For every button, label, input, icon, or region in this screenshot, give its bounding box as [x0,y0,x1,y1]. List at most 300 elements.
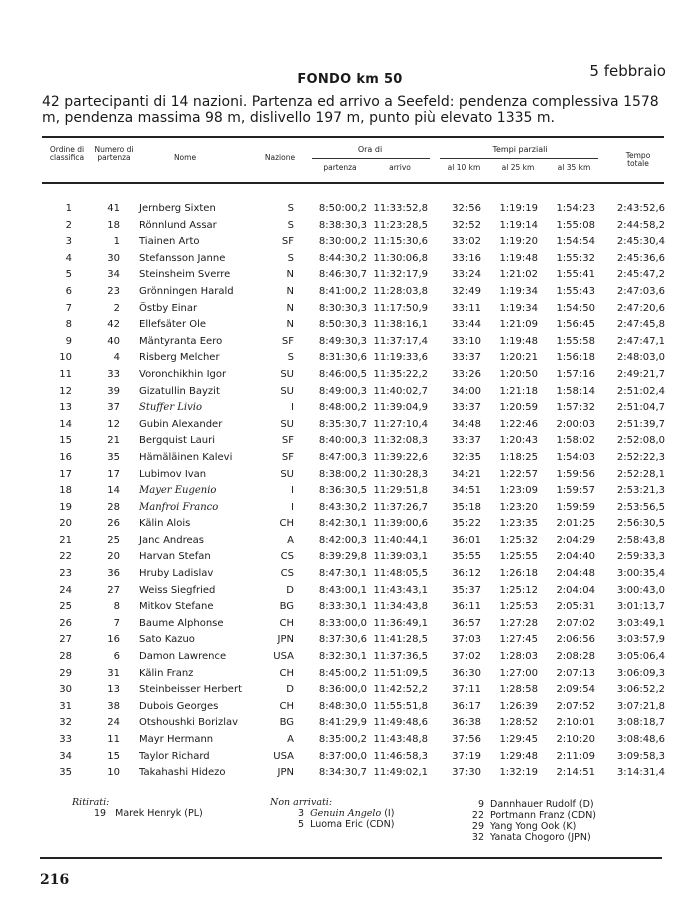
col-35km: al 35 km [557,163,591,172]
cell-finish-time: 11:48:05,5 [373,568,428,580]
cell-rank: 11 [59,368,72,380]
cell-name: Takahashi Hidezo [139,767,226,779]
cell-start-time: 8:46:00,5 [318,368,367,380]
cell-split-10km: 35:22 [452,518,481,530]
cell-start-time: 8:38:30,3 [318,219,367,231]
cell-split-35km: 1:54:50 [556,302,595,314]
page-title: FONDO km 50 [297,72,403,87]
cell-split-10km: 35:37 [452,584,481,596]
cell-nation: SF [281,451,294,463]
cell-split-25km: 1:19:14 [499,219,538,231]
cell-split-35km: 1:55:32 [556,252,595,264]
cell-split-10km: 33:16 [452,252,481,264]
table-row [0,484,700,501]
cell-total-time: 2:43:52,6 [616,203,665,214]
table-row [0,683,700,700]
cell-bib: 1 [113,236,120,248]
cell-start-time: 8:34:30,7 [318,767,367,779]
cell-finish-time: 11:17:50,9 [373,302,428,314]
cell-bib: 38 [107,700,120,712]
table-row [0,268,700,285]
col-numero: Numero di partenza [94,145,134,162]
col-nome: Nome [173,153,197,162]
cell-split-25km: 1:26:39 [499,700,538,712]
cell-name: Lubimov Ivan [139,468,207,480]
cell-finish-time: 11:49:02,1 [373,767,428,779]
cell-rank: 14 [59,418,72,430]
col-arrivo: arrivo [389,163,411,172]
cell-name: Steinsheim Sverre [139,269,231,281]
cell-nation: JPN [277,767,294,779]
cell-total-time: 2:47:45,8 [616,319,665,331]
cell-finish-time: 11:30:28,3 [373,468,428,480]
cell-split-10km: 33:10 [452,335,481,347]
cell-rank: 3 [65,236,72,248]
cell-split-25km: 1:19:34 [499,302,538,314]
cell-rank: 12 [59,385,72,397]
cell-start-time: 8:30:30,3 [318,302,367,314]
cell-start-time: 8:41:29,9 [318,717,367,729]
cell-bib: 36 [107,568,120,580]
cell-nation: A [287,534,294,546]
cell-finish-time: 11:42:52,2 [373,684,428,696]
cell-split-35km: 1:55:41 [556,269,595,281]
cell-split-25km: 1:26:18 [499,568,538,580]
cell-split-10km: 37:11 [452,684,481,696]
cell-split-10km: 37:03 [452,634,481,646]
col-25km: al 25 km [501,163,535,172]
na-text: Portmann Franz (CDN) [490,810,597,821]
cell-total-time: 2:51:04,7 [616,402,665,414]
cell-split-10km: 36:38 [452,717,481,729]
cell-start-time: 8:40:00,3 [318,435,367,447]
cell-finish-time: 11:28:03,8 [373,285,428,297]
cell-rank: 10 [59,352,72,364]
cell-start-time: 8:41:00,2 [318,285,367,297]
cell-nation: SU [280,368,294,380]
cell-split-10km: 36:12 [452,568,481,580]
cell-bib: 18 [107,219,120,231]
cell-name: Weiss Siegfried [139,584,216,596]
cell-total-time: 2:59:33,3 [616,551,665,563]
cell-split-10km: 37:02 [452,651,481,663]
cell-rank: 16 [59,451,72,463]
cell-bib: 13 [107,684,120,696]
cell-split-25km: 1:28:58 [499,684,538,696]
cell-split-35km: 2:00:03 [556,418,595,430]
cell-finish-time: 11:40:44,1 [373,534,428,546]
cell-nation: BG [279,717,294,729]
cell-total-time: 3:03:49,1 [616,617,665,629]
cell-finish-time: 11:40:02,7 [373,385,428,397]
date-label: 5 febbraio [589,62,666,80]
cell-bib: 39 [107,385,120,397]
cell-finish-time: 11:55:51,8 [373,700,428,712]
cell-split-10km: 33:24 [452,269,481,281]
cell-name: Jernberg Sixten [139,203,216,214]
cell-rank: 21 [59,534,72,546]
cell-start-time: 8:48:30,0 [318,700,367,712]
cell-split-35km: 2:04:40 [556,551,595,563]
na-num: 22 [471,810,484,821]
cell-split-35km: 1:59:56 [556,468,595,480]
cell-split-25km: 1:23:09 [499,485,538,497]
table-row [0,534,700,551]
cell-nation: A [287,734,294,745]
cell-nation: N [286,302,294,314]
cell-start-time: 8:37:30,6 [318,634,367,646]
table-top-rule [42,136,664,138]
cell-finish-time: 11:37:17,4 [373,335,428,347]
cell-split-35km: 2:07:13 [556,667,595,679]
non-arrivati-item [270,808,394,819]
non-arrivati-item [270,819,394,830]
cell-name: Kälin Franz [139,667,194,679]
cell-total-time: 2:47:03,6 [616,285,665,297]
cell-split-35km: 1:58:02 [556,435,595,447]
cell-finish-time: 11:43:48,8 [373,734,428,745]
cell-split-35km: 2:08:28 [556,651,595,663]
cell-rank: 23 [59,568,72,580]
cell-total-time: 3:00:43,0 [616,584,665,596]
cell-split-25km: 1:25:32 [499,534,538,546]
cell-split-35km: 1:57:32 [556,402,595,414]
cell-split-10km: 32:35 [452,451,481,463]
cell-finish-time: 11:39:03,1 [373,551,428,563]
cell-bib: 7 [113,617,120,629]
cell-rank: 26 [59,617,72,629]
cell-total-time: 3:08:18,7 [616,717,665,729]
cell-split-35km: 1:58:14 [556,385,595,397]
na-num: 29 [471,821,484,832]
non-arrivati-item [468,799,596,810]
cell-bib: 14 [107,485,120,497]
cell-split-10km: 33:44 [452,319,481,331]
cell-rank: 34 [59,750,72,762]
footer-non-arrivati-col2 [468,799,596,843]
cell-bib: 27 [107,584,120,596]
cell-nation: N [286,285,294,297]
cell-split-25km: 1:28:52 [499,717,538,729]
cell-split-25km: 1:21:09 [499,319,538,331]
cell-finish-time: 11:46:58,3 [373,750,428,762]
table-row [0,385,700,402]
cell-total-time: 3:08:48,6 [616,734,665,745]
cell-total-time: 2:49:21,7 [616,368,665,380]
cell-bib: 28 [107,501,120,513]
cell-total-time: 2:44:58,2 [616,219,665,231]
cell-split-25km: 1:29:45 [499,734,538,745]
cell-nation: CH [279,617,294,629]
cell-name: Damon Lawrence [139,651,227,663]
cell-nation: SF [281,435,294,447]
cell-split-10km: 36:01 [452,534,481,546]
cell-name: Hruby Ladislav [139,568,214,580]
ritirati-item [72,808,203,819]
cell-split-10km: 36:11 [452,601,481,613]
cell-nation: I [291,402,294,414]
cell-total-time: 3:14:31,4 [616,767,665,779]
col-10km: al 10 km [447,163,481,172]
table-row [0,302,700,319]
cell-nation: I [291,501,294,513]
cell-total-time: 3:00:35,4 [616,568,665,580]
cell-name: Dubois Georges [139,700,219,712]
cell-rank: 8 [65,319,72,331]
cell-bib: 8 [113,601,120,613]
cell-rank: 24 [59,584,72,596]
cell-name: Otshoushki Borizlav [139,717,239,729]
cell-name: Mayer Eugenio [139,485,217,497]
table-row [0,401,700,418]
ritirati-text: Marek Henryk (PL) [115,808,203,819]
cell-split-35km: 1:55:58 [556,335,595,347]
cell-start-time: 8:31:30,6 [318,352,367,364]
cell-rank: 7 [65,302,72,314]
cell-split-35km: 1:55:43 [556,285,595,297]
cell-split-35km: 2:06:56 [556,634,595,646]
cell-name: Taylor Richard [139,750,210,762]
non-arrivati-label: Non arrivati: [270,797,333,808]
cell-split-10km: 36:57 [452,617,481,629]
cell-rank: 30 [59,684,72,696]
cell-bib: 31 [107,667,120,679]
cell-split-35km: 2:04:48 [556,568,595,580]
cell-split-35km: 2:09:54 [556,684,595,696]
cell-split-10km: 36:30 [452,667,481,679]
cell-split-35km: 2:05:31 [556,601,595,613]
cell-finish-time: 11:39:00,6 [373,518,428,530]
cell-nation: JPN [277,634,294,646]
na-naz: (CDN) [365,819,395,830]
cell-name: Mäntyranta Eero [139,335,223,347]
cell-split-10km: 35:55 [452,551,481,563]
cell-rank: 5 [65,269,72,281]
cell-nation: USA [273,750,294,762]
cell-bib: 35 [107,451,120,463]
na-name: Genuin Angelo [310,808,382,819]
cell-split-25km: 1:28:03 [499,651,538,663]
cell-split-35km: 1:59:57 [556,485,595,497]
cell-split-35km: 2:14:51 [556,767,595,779]
cell-start-time: 8:33:00,0 [318,617,367,629]
cell-split-35km: 2:04:04 [556,584,595,596]
table-row [0,517,700,534]
cell-rank: 33 [59,734,72,745]
cell-split-10km: 33:11 [452,302,481,314]
footer-non-arrivati [270,797,394,830]
cell-start-time: 8:47:30,1 [318,568,367,580]
cell-start-time: 8:42:30,1 [318,518,367,530]
cell-finish-time: 11:15:30,6 [373,236,428,248]
cell-bib: 40 [107,335,120,347]
cell-nation: S [287,203,294,214]
cell-start-time: 8:30:00,2 [318,236,367,248]
na-name: Luoma Eric [310,819,363,830]
cell-rank: 1 [65,203,72,214]
table-row [0,318,700,335]
cell-total-time: 2:58:43,8 [616,534,665,546]
cell-split-35km: 2:07:02 [556,617,595,629]
cell-split-10km: 37:19 [452,750,481,762]
cell-total-time: 2:51:02,4 [616,385,665,397]
cell-nation: SU [280,385,294,397]
cell-finish-time: 11:30:06,8 [373,252,428,264]
cell-rank: 22 [59,551,72,563]
cell-nation: S [287,352,294,364]
table-row [0,667,700,684]
cell-nation: SU [280,418,294,430]
cell-nation: D [286,684,294,696]
cell-split-35km: 1:56:18 [556,352,595,364]
cell-split-10km: 34:48 [452,418,481,430]
cell-nation: I [291,485,294,497]
cell-start-time: 8:46:30,7 [318,269,367,281]
cell-split-25km: 1:27:00 [499,667,538,679]
table-row [0,633,700,650]
cell-total-time: 3:06:09,3 [616,667,665,679]
table-row [0,567,700,584]
cell-total-time: 2:47:20,6 [616,302,665,314]
cell-start-time: 8:36:30,5 [318,485,367,497]
cell-bib: 2 [113,302,120,314]
cell-start-time: 8:47:00,3 [318,451,367,463]
table-row [0,219,700,236]
ritirati-label: Ritirati: [72,797,110,808]
cell-split-35km: 1:55:08 [556,219,595,231]
table-row [0,252,700,269]
page-number: 216 [40,872,70,888]
cell-rank: 25 [59,601,72,613]
col-ora-di: Ora di [357,145,383,154]
cell-name: Östby Einar [139,302,198,314]
cell-total-time: 2:45:47,2 [616,269,665,281]
cell-bib: 11 [107,734,120,745]
cell-name: Manfroi Franco [139,501,219,513]
cell-bib: 15 [107,750,120,762]
cell-total-time: 2:52:28,1 [616,468,665,480]
cell-split-35km: 1:54:23 [556,203,595,214]
cell-start-time: 8:39:29,8 [318,551,367,563]
cell-bib: 10 [107,767,120,779]
cell-finish-time: 11:35:22,2 [373,368,428,380]
cell-bib: 25 [107,534,120,546]
na-num: 32 [471,832,484,843]
cell-split-35km: 1:54:54 [556,236,595,248]
cell-split-35km: 2:04:29 [556,534,595,546]
cell-name: Gubin Alexander [139,418,223,430]
cell-finish-time: 11:43:43,1 [373,584,428,596]
cell-split-35km: 1:59:59 [556,501,595,513]
na-naz: (I) [384,808,395,819]
cell-nation: USA [273,651,294,663]
table-row [0,700,700,717]
cell-start-time: 8:50:00,2 [318,203,367,214]
cell-split-35km: 2:01:25 [556,518,595,530]
cell-rank: 6 [65,285,72,297]
cell-start-time: 8:36:00,0 [318,684,367,696]
cell-start-time: 8:38:00,2 [318,468,367,480]
cell-rank: 18 [59,485,72,497]
cell-name: Voronchikhin Igor [139,368,227,380]
cell-nation: CH [279,518,294,530]
cell-bib: 16 [107,634,120,646]
cell-name: Mitkov Stefane [139,601,214,613]
cell-nation: SF [281,335,294,347]
cell-total-time: 3:09:58,3 [616,750,665,762]
cell-total-time: 2:47:47,1 [616,335,665,347]
cell-split-25km: 1:18:25 [499,451,538,463]
cell-start-time: 8:35:00,2 [318,734,367,745]
table-row [0,733,700,750]
cell-name: Mayr Hermann [139,734,214,745]
cell-nation: CH [279,667,294,679]
col-ordine: Ordine di classifica [49,145,85,162]
cell-split-35km: 2:07:52 [556,700,595,712]
cell-total-time: 3:05:06,4 [616,651,665,663]
cell-nation: S [287,219,294,231]
cell-nation: N [286,269,294,281]
cell-split-25km: 1:20:21 [499,352,538,364]
cell-split-10km: 33:37 [452,402,481,414]
cell-total-time: 3:07:21,8 [616,700,665,712]
cell-name: Rönnlund Assar [139,219,217,231]
cell-bib: 21 [107,435,120,447]
non-arrivati-item [468,810,596,821]
cell-start-time: 8:35:30,7 [318,418,367,430]
na-text: Dannhauer Rudolf (D) [490,799,594,810]
cell-name: Risberg Melcher [139,352,220,364]
cell-split-25km: 1:19:19 [499,203,538,214]
cell-split-35km: 2:10:01 [556,717,595,729]
cell-bib: 20 [107,551,120,563]
table-row [0,351,700,368]
cell-bib: 4 [113,352,120,364]
cell-finish-time: 11:41:28,5 [373,634,428,646]
cell-split-10km: 32:49 [452,285,481,297]
na-num: 3 [298,808,305,819]
table-row [0,550,700,567]
cell-split-10km: 35:18 [452,501,481,513]
table-row [0,584,700,601]
cell-rank: 32 [59,717,72,729]
cell-start-time: 8:42:00,3 [318,534,367,546]
cell-split-35km: 1:54:03 [556,451,595,463]
cell-rank: 28 [59,651,72,663]
cell-split-25km: 1:19:34 [499,285,538,297]
cell-bib: 26 [107,518,120,530]
cell-name: Janc Andreas [139,534,204,546]
table-row [0,600,700,617]
table-row [0,368,700,385]
cell-name: Sato Kazuo [139,634,195,646]
cell-nation: CS [280,551,294,563]
cell-split-25km: 1:20:59 [499,402,538,414]
cell-nation: S [287,252,294,264]
cell-nation: BG [279,601,294,613]
cell-rank: 19 [59,501,72,513]
cell-name: Kälin Alois [139,518,191,530]
cell-name: Tiainen Arto [139,236,200,248]
cell-split-25km: 1:21:02 [499,269,538,281]
cell-bib: 42 [107,319,120,331]
col-nazione: Nazione [264,153,296,162]
non-arrivati-item [468,832,596,843]
cell-split-10km: 33:37 [452,352,481,364]
cell-name: Hämäläinen Kalevi [139,451,233,463]
cell-start-time: 8:48:00,2 [318,402,367,414]
cell-bib: 30 [107,252,120,264]
